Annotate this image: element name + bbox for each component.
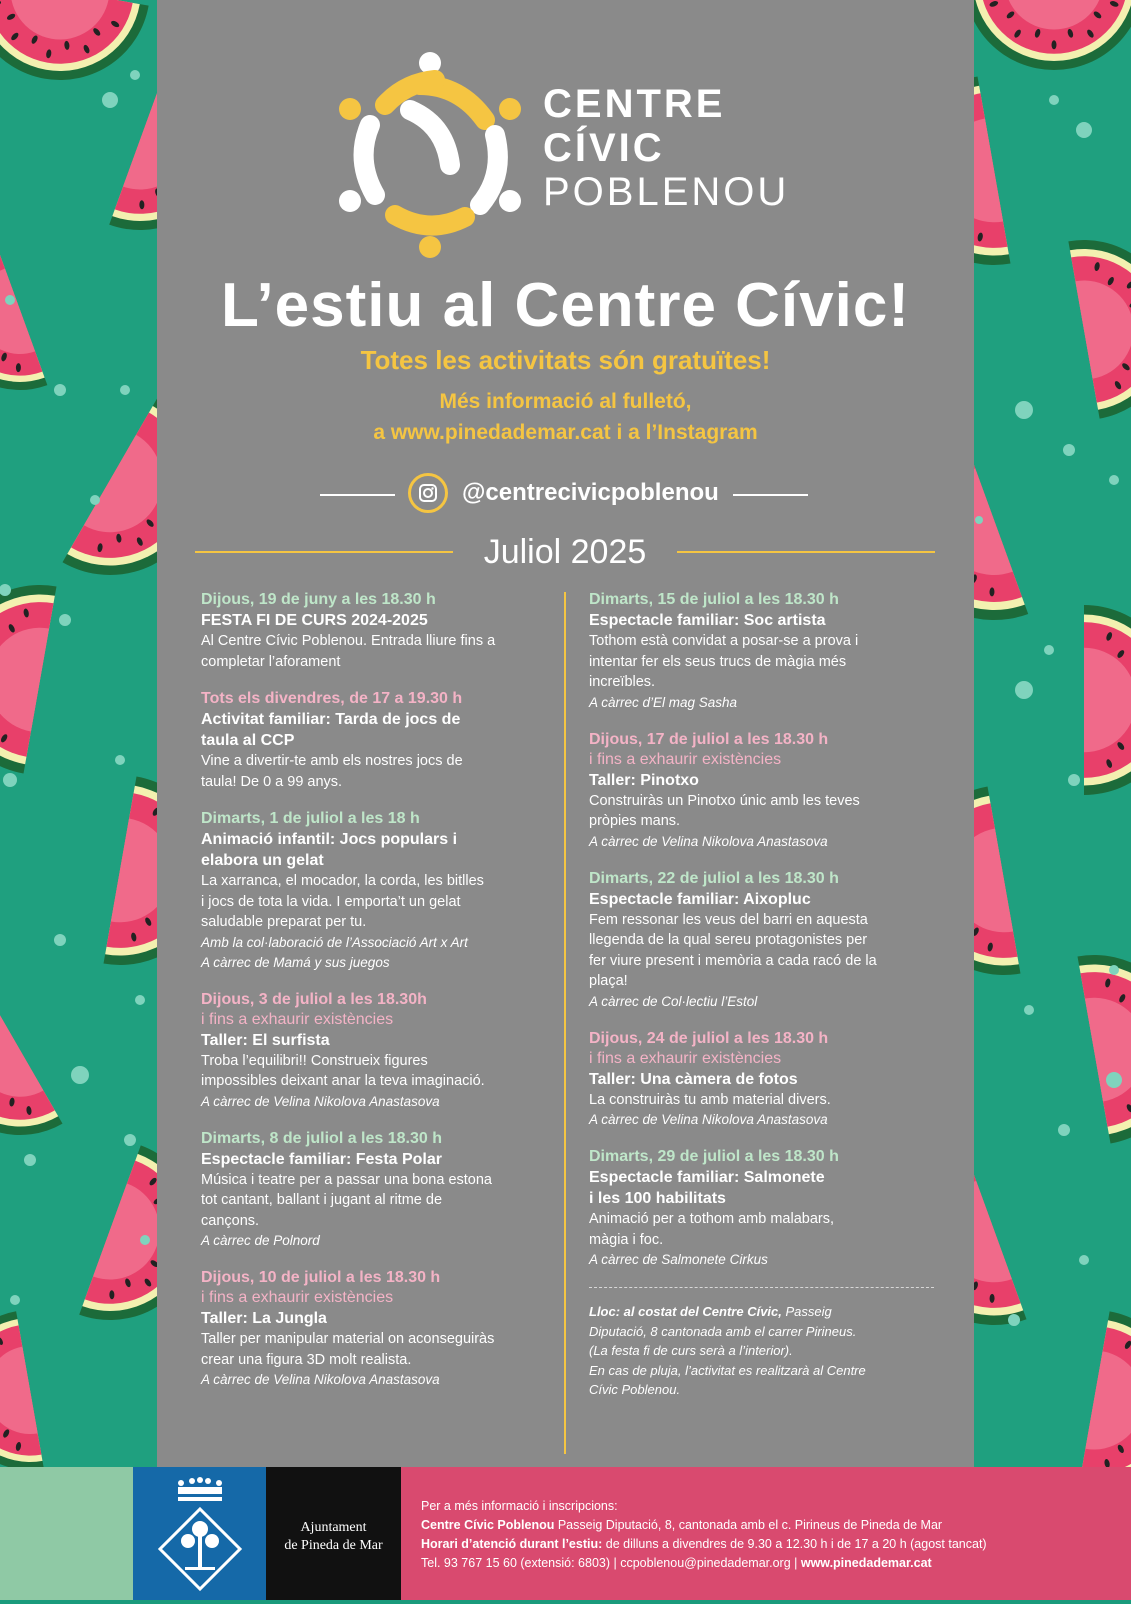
watermelon-slice	[974, 786, 1020, 990]
event-description-line: increïbles.	[589, 672, 934, 693]
watermelon-slice	[1068, 226, 1131, 419]
pattern-dot	[3, 773, 17, 787]
pattern-dot	[1015, 681, 1033, 699]
event-description-line: cançons.	[201, 1211, 546, 1232]
event-description-line: Construiràs un Pinotxo únic amb les teves	[589, 791, 934, 812]
event-credit: A càrrec de Velina Nikolova Anastasova	[201, 1370, 546, 1390]
event-item	[589, 730, 934, 852]
pattern-dot	[135, 995, 145, 1005]
event-title: Espectacle familiar: Soc artista	[589, 610, 934, 631]
watermelon-graphic-right	[974, 0, 1131, 1467]
month-rule-right	[677, 551, 935, 553]
events-column-left	[201, 590, 546, 1407]
footer-hours: de dilluns a divendres de 9.30 a 12.30 h i de 17 a 20 h (agost tancat)	[602, 1537, 986, 1551]
event-description-line: Taller per manipular material on aconseguiràs	[201, 1329, 546, 1350]
footer-contact-block	[401, 1467, 1131, 1600]
event-item	[201, 809, 546, 973]
ajuntament-line-2: de Pineda de Mar	[266, 1537, 401, 1555]
pattern-dot	[1058, 1124, 1070, 1136]
event-title: FESTA FI DE CURS 2024-2025	[201, 610, 546, 631]
event-item	[589, 1029, 934, 1131]
event-title-line-2: taula al CCP	[201, 730, 546, 751]
event-item	[589, 869, 934, 1012]
event-credit: A càrrec de Col·lectiu l’Estol	[589, 992, 934, 1012]
event-title: Espectacle familiar: Aixopluc	[589, 889, 934, 910]
event-description-line: taula! De 0 a 99 anys.	[201, 772, 546, 793]
pattern-dot	[1049, 95, 1059, 105]
event-item	[201, 689, 546, 792]
location-label: Lloc: al costat del Centre Cívic,	[589, 1304, 782, 1319]
event-description-line: Al Centre Cívic Poblenou. Entrada lliure fins a	[201, 631, 546, 652]
event-date: Dimarts, 1 de juliol a les 18 h	[201, 809, 546, 829]
event-description-line: plaça!	[589, 971, 934, 992]
watermelon-slice	[974, 76, 1010, 280]
pattern-dot	[5, 295, 15, 305]
location-line: En cas de pluja, l’activitat es realitzarà al Centre	[589, 1361, 934, 1381]
pattern-dot	[1063, 444, 1075, 456]
instagram-row	[320, 473, 810, 517]
watermelon-slice	[79, 1145, 157, 1345]
watermelon-slice	[63, 398, 158, 610]
event-date: Dimarts, 22 de juliol a les 18.30 h	[589, 869, 934, 889]
location-note	[589, 1287, 934, 1400]
event-description-line: màgia i foc.	[589, 1230, 934, 1251]
event-credit: A càrrec de Velina Nikolova Anastasova	[201, 1092, 546, 1112]
event-description-line: Troba l’equilibri!! Construeix figures	[201, 1051, 546, 1072]
event-title: Taller: Pinotxo	[589, 770, 934, 791]
event-description-line: i jocs de tota la vida. I emporta’t un gelat	[201, 892, 546, 913]
event-credit: A càrrec de Mamá y sus juegos	[201, 953, 546, 973]
event-item	[201, 590, 546, 672]
location-line: (La festa fi de curs serà a l’interior).	[589, 1341, 934, 1361]
watermelon-slice	[974, 0, 1131, 70]
watermelon-slice	[0, 0, 149, 94]
watermelon-slice	[0, 235, 47, 413]
event-credit: A càrrec de Velina Nikolova Anastasova	[589, 832, 934, 852]
info-line-2: a www.pinedademar.cat i a l’Instagram	[157, 421, 974, 445]
pattern-dot	[54, 384, 66, 396]
event-description-line: llegenda de la qual sereu protagonistes per	[589, 930, 934, 951]
event-date: Dimarts, 15 de juliol a les 18.30 h	[589, 590, 934, 610]
pattern-dot	[1024, 1005, 1034, 1015]
watermelon-slice	[1078, 1311, 1131, 1467]
pattern-dot	[1079, 1255, 1089, 1265]
pattern-dot	[54, 934, 66, 946]
event-description-line: saludable preparat per tu.	[201, 912, 546, 933]
pattern-dot	[24, 1154, 36, 1166]
event-description-line: Música i teatre per a passar una bona estona	[201, 1170, 546, 1191]
watermelon-pattern-left	[0, 0, 157, 1467]
event-date: Tots els divendres, de 17 a 19.30 h	[201, 689, 546, 709]
footer-address: Passeig Diputació, 8, cantonada amb el c. Pirineus de Pineda de Mar	[554, 1518, 942, 1532]
event-title: Taller: Una càmera de fotos	[589, 1069, 934, 1090]
pattern-dot	[1106, 1072, 1122, 1088]
event-title-line-2: elabora un gelat	[201, 850, 546, 871]
event-note: i fins a exhaurir existències	[589, 1049, 934, 1069]
pattern-dot	[1109, 475, 1119, 485]
pattern-dot	[124, 1134, 136, 1146]
event-credit: A càrrec de Velina Nikolova Anastasova	[589, 1110, 934, 1130]
event-title-line-2: i les 100 habilitats	[589, 1188, 934, 1209]
footer-line-2	[421, 1516, 987, 1535]
event-description-line: fer viure present i memòria a cada racó de la	[589, 951, 934, 972]
pineda-crest-icon	[133, 1467, 266, 1600]
event-description-line: Tothom està convidat a posar-se a prova i	[589, 631, 934, 652]
pattern-dot	[1008, 1314, 1020, 1326]
watermelon-slice	[0, 570, 56, 774]
watermelon-slice	[1078, 940, 1131, 1144]
footer-line-4	[421, 1554, 987, 1573]
event-description-line: crear una figura 3D molt realista.	[201, 1350, 546, 1371]
pattern-dot	[71, 1066, 89, 1084]
location-text: Passeig	[782, 1304, 832, 1319]
footer-hours-label: Horari d’atenció durant l’estiu:	[421, 1537, 602, 1551]
location-line: Diputació, 8 cantonada amb el carrer Pirineus.	[589, 1322, 934, 1342]
watermelon-graphic-left	[0, 0, 157, 1467]
footer-ajuntament-block	[266, 1467, 401, 1600]
event-date: Dijous, 17 de juliol a les 18.30 h	[589, 730, 934, 750]
event-description-line: Vine a divertir-te amb els nostres jocs de	[201, 751, 546, 772]
event-description-line: impossibles deixant anar la teva imaginació.	[201, 1071, 546, 1092]
event-date: Dimarts, 29 de juliol a les 18.30 h	[589, 1147, 934, 1167]
event-date: Dijous, 24 de juliol a les 18.30 h	[589, 1029, 934, 1049]
watermelon-slice	[0, 1311, 44, 1467]
pattern-dot	[1076, 122, 1092, 138]
location-line	[589, 1302, 934, 1322]
event-credit: A càrrec de Polnord	[201, 1231, 546, 1251]
event-item	[589, 590, 934, 713]
event-date: Dijous, 3 de juliol a les 18.30h	[201, 990, 546, 1010]
pattern-dot	[140, 1235, 150, 1245]
pattern-dot	[10, 1295, 20, 1305]
footer-centre-name: Centre Cívic Poblenou	[421, 1518, 554, 1532]
pattern-dot	[1068, 774, 1080, 786]
event-date: Dimarts, 8 de juliol a les 18.30 h	[201, 1129, 546, 1149]
brand-line-2: CÍVIC	[543, 126, 789, 170]
event-note: i fins a exhaurir existències	[201, 1010, 546, 1030]
event-description-line: Fem ressonar les veus del barri en aquesta	[589, 910, 934, 931]
event-title: Activitat familiar: Tarda de jocs de	[201, 709, 546, 730]
event-description-line: intentar fer els seus trucs de màgia més	[589, 652, 934, 673]
event-description-line: La construiràs tu amb material divers.	[589, 1090, 934, 1111]
watermelon-slice	[1084, 605, 1131, 795]
pattern-dot	[115, 755, 125, 765]
pattern-dot	[1044, 645, 1054, 655]
event-title: Espectacle familiar: Salmonete	[589, 1167, 934, 1188]
brand-line-1: CENTRE	[543, 82, 789, 126]
event-description-line: tot cantant, ballant i jugant al ritme de	[201, 1190, 546, 1211]
event-description-line: completar l’aforament	[201, 652, 546, 673]
event-description-line: La xarranca, el mocador, la corda, les bitlles	[201, 871, 546, 892]
centre-civic-logo-icon	[335, 50, 525, 260]
event-description-line: pròpies mans.	[589, 811, 934, 832]
pattern-dot	[59, 614, 71, 626]
instagram-handle[interactable]: @centrecivicpoblenou	[462, 479, 719, 507]
pattern-dot	[975, 516, 983, 524]
footer-crest-block	[133, 1467, 266, 1600]
event-title: Taller: La Jungla	[201, 1308, 546, 1329]
event-credit: A càrrec d’El mag Sasha	[589, 693, 934, 713]
footer-green-block	[0, 1467, 133, 1600]
event-title: Taller: El surfista	[201, 1030, 546, 1051]
watermelon-slice	[109, 55, 157, 255]
footer-line-3	[421, 1535, 987, 1554]
info-line-1: Més informació al fulletó,	[157, 390, 974, 414]
instagram-rule-left	[320, 494, 395, 496]
event-title: Animació infantil: Jocs populars i	[201, 829, 546, 850]
pattern-dot	[102, 92, 118, 108]
instagram-icon	[408, 473, 448, 513]
instagram-rule-right	[733, 494, 808, 496]
pattern-dot	[130, 70, 140, 80]
month-header	[195, 533, 935, 573]
event-description-line: Animació per a tothom amb malabars,	[589, 1209, 934, 1230]
pattern-dot	[90, 495, 100, 505]
watermelon-slice	[0, 976, 62, 1166]
event-item	[201, 1268, 546, 1390]
event-credit: A càrrec de Salmonete Cirkus	[589, 1250, 934, 1270]
event-note: i fins a exhaurir existències	[589, 750, 934, 770]
pattern-dot	[120, 385, 130, 395]
ajuntament-line-1: Ajuntament	[266, 1519, 401, 1537]
event-item	[589, 1147, 934, 1270]
event-date: Dijous, 19 de juny a les 18.30 h	[201, 590, 546, 610]
watermelon-pattern-right	[974, 0, 1131, 1467]
event-credit: Amb la col·laboració de l’Associació Art x Art	[201, 933, 546, 953]
footer-line-1: Per a més informació i inscripcions:	[421, 1497, 987, 1516]
watermelon-slice	[104, 776, 157, 980]
column-divider	[564, 592, 566, 1454]
pattern-dot	[1109, 965, 1119, 975]
brand-line-3: POBLENOU	[543, 170, 789, 214]
footer-website-link[interactable]: www.pinedademar.cat	[801, 1556, 932, 1570]
events-column-right	[589, 590, 934, 1400]
free-activities-subtitle: Totes les activitats són gratuïtes!	[157, 345, 974, 376]
watermelon-slice	[974, 426, 1028, 648]
pattern-dot	[1015, 401, 1033, 419]
location-line: Cívic Poblenou.	[589, 1380, 934, 1400]
month-label: Juliol 2025	[195, 533, 935, 572]
event-item	[201, 1129, 546, 1252]
event-title: Espectacle familiar: Festa Polar	[201, 1149, 546, 1170]
event-date: Dijous, 10 de juliol a les 18.30 h	[201, 1268, 546, 1288]
page-title: L’estiu al Centre Cívic!	[157, 270, 974, 341]
event-item	[201, 990, 546, 1112]
footer-phone-email[interactable]: Tel. 93 767 15 60 (extensió: 6803) | ccpoblenou@pinedademar.org |	[421, 1556, 801, 1570]
event-note: i fins a exhaurir existències	[201, 1288, 546, 1308]
brand-name	[543, 82, 789, 214]
